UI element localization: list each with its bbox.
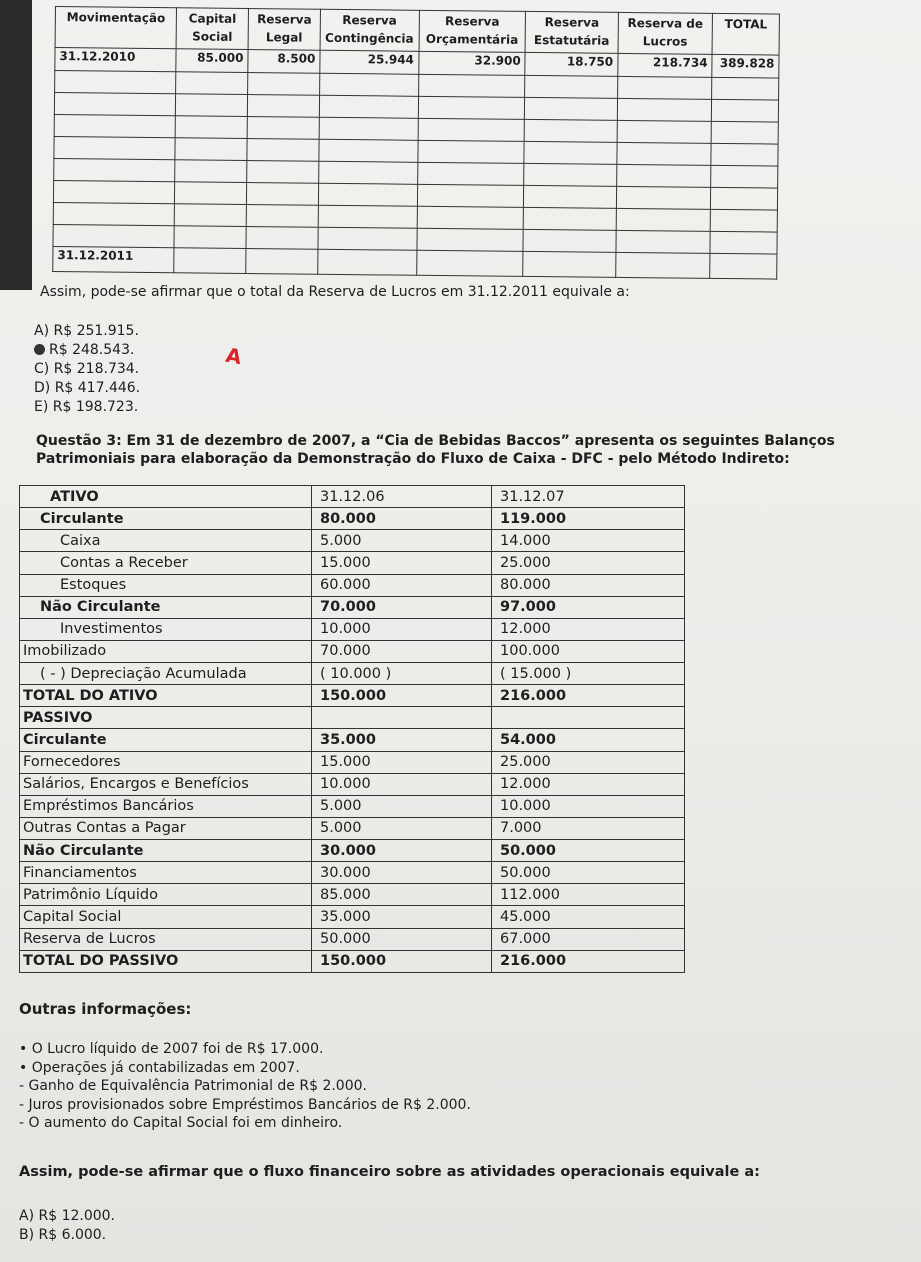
row-label: Não Circulante (20, 840, 312, 862)
value-cell: ( 10.000 ) (312, 663, 492, 685)
column-header: 31.12.07 (492, 486, 685, 508)
row-label: Fornecedores (20, 751, 312, 773)
table-row (20, 817, 685, 839)
row-label: Não Circulante (20, 596, 312, 618)
table-row (20, 840, 685, 862)
row-label: TOTAL DO PASSIVO (20, 950, 312, 972)
question-2-text: Assim, pode-se afirmar que o total da Reserva de Lucros em 31.12.2011 equivale a: (40, 284, 630, 300)
option-d: D) R$ 417.446. (34, 380, 141, 396)
row-label: Reserva de Lucros (20, 928, 312, 950)
cell: 389.828 (712, 54, 779, 78)
value-cell: 10.000 (312, 618, 492, 640)
value-cell: 5.000 (312, 817, 492, 839)
row-label: ATIVO (20, 486, 312, 508)
row-label: ( - ) Depreciação Acumulada (20, 663, 312, 685)
value-cell: 150.000 (312, 685, 492, 707)
other-info-title: Outras informações: (19, 1000, 192, 1018)
balance-sheet-table (19, 485, 685, 973)
header-cell: Reserva Orçamentária (419, 10, 526, 52)
header-cell: Reserva Estatutária (525, 11, 618, 53)
value-cell: 15.000 (312, 552, 492, 574)
list-item: - Ganho de Equivalência Patrimonial de R$ 2.000. (19, 1078, 367, 1094)
table-row (20, 950, 685, 972)
table-row (20, 508, 685, 530)
question-2-options (34, 322, 140, 417)
value-cell: 14.000 (492, 530, 685, 552)
list-item: • O Lucro líquido de 2007 foi de R$ 17.000. (19, 1041, 324, 1057)
value-cell: 70.000 (312, 640, 492, 662)
value-cell: 35.000 (312, 729, 492, 751)
table-row (20, 663, 685, 685)
value-cell: 25.000 (492, 751, 685, 773)
cell: 85.000 (176, 49, 248, 73)
table-row (20, 773, 685, 795)
header-cell: Reserva Contingência (320, 9, 419, 51)
row-label: Circulante (20, 508, 312, 530)
table-row (20, 596, 685, 618)
row-label: PASSIVO (20, 707, 312, 729)
cell: 8.500 (248, 50, 320, 74)
table-row (20, 574, 685, 596)
value-cell: 216.000 (492, 950, 685, 972)
dark-background-edge (0, 0, 32, 290)
value-cell: ( 15.000 ) (492, 663, 685, 685)
option-e: E) R$ 198.723. (34, 399, 139, 415)
row-label: Estoques (20, 574, 312, 596)
table-row (20, 618, 685, 640)
value-cell: 10.000 (492, 795, 685, 817)
cell: 18.750 (525, 52, 618, 76)
row-label: TOTAL DO ATIVO (20, 685, 312, 707)
value-cell: 50.000 (492, 862, 685, 884)
value-cell: 5.000 (312, 795, 492, 817)
table-row (20, 928, 685, 950)
value-cell: 12.000 (492, 773, 685, 795)
cell: 218.734 (618, 53, 713, 77)
table-row (20, 906, 685, 928)
option-a: A) R$ 12.000. (19, 1208, 116, 1224)
table-row (20, 707, 685, 729)
filled-bubble-icon (34, 344, 45, 355)
row-label: Caixa (20, 530, 312, 552)
question-4-options (19, 1207, 115, 1245)
table-row (20, 729, 685, 751)
reserve-movement-table (52, 6, 780, 280)
row-label: Circulante (20, 729, 312, 751)
question-3-text: Questão 3: Em 31 de dezembro de 2007, a “Cia de Bebidas Baccos” apresenta os seguintes Balanços Patrimoniais para elaboração da Demonstração do Fluxo de Caixa - DFC - pelo Método Indireto: (36, 433, 835, 467)
row-label: Empréstimos Bancários (20, 795, 312, 817)
value-cell: 10.000 (312, 773, 492, 795)
header-cell: TOTAL (712, 13, 779, 55)
value-cell: 30.000 (312, 862, 492, 884)
list-item: • Operações já contabilizadas em 2007. (19, 1059, 300, 1076)
value-cell: 25.000 (492, 552, 685, 574)
list-item: - Juros provisionados sobre Empréstimos Bancários de R$ 2.000. (19, 1096, 471, 1113)
value-cell: 150.000 (312, 950, 492, 972)
option-c: C) R$ 218.734. (34, 361, 140, 377)
value-cell: 97.000 (492, 596, 685, 618)
cell: 25.944 (320, 50, 419, 74)
other-info-list (19, 1040, 471, 1133)
value-cell: 100.000 (492, 640, 685, 662)
table-row (20, 640, 685, 662)
value-cell: 80.000 (312, 508, 492, 530)
value-cell: 85.000 (312, 884, 492, 906)
balance-header-row (20, 486, 685, 508)
table-row (20, 685, 685, 707)
value-cell (492, 707, 685, 729)
value-cell: 5.000 (312, 530, 492, 552)
option-a: A) R$ 251.915. (34, 323, 139, 339)
option-b: B) R$ 6.000. (19, 1227, 107, 1243)
column-header: 31.12.06 (312, 486, 492, 508)
value-cell: 54.000 (492, 729, 685, 751)
value-cell (312, 707, 492, 729)
value-cell: 45.000 (492, 906, 685, 928)
value-cell: 67.000 (492, 928, 685, 950)
row-label: Investimentos (20, 618, 312, 640)
cell: 32.900 (418, 51, 525, 75)
row-label: Financiamentos (20, 862, 312, 884)
value-cell: 7.000 (492, 817, 685, 839)
table-row (20, 552, 685, 574)
value-cell: 216.000 (492, 685, 685, 707)
value-cell: 35.000 (312, 906, 492, 928)
value-cell: 119.000 (492, 508, 685, 530)
value-cell: 70.000 (312, 596, 492, 618)
row-label: Capital Social (20, 906, 312, 928)
row-label: Patrimônio Líquido (20, 884, 312, 906)
table-row (20, 884, 685, 906)
row-label: Imobilizado (20, 640, 312, 662)
row-label: Contas a Receber (20, 552, 312, 574)
value-cell: 12.000 (492, 618, 685, 640)
table-row (20, 795, 685, 817)
cell: 31.12.2011 (53, 246, 174, 272)
row-label: Salários, Encargos e Benefícios (20, 773, 312, 795)
table-row (20, 862, 685, 884)
value-cell: 15.000 (312, 751, 492, 773)
value-cell: 30.000 (312, 840, 492, 862)
list-item: - O aumento do Capital Social foi em dinheiro. (19, 1115, 343, 1131)
value-cell: 112.000 (492, 884, 685, 906)
option-b: R$ 248.543. (34, 341, 140, 360)
value-cell: 60.000 (312, 574, 492, 596)
table-row (20, 751, 685, 773)
header-cell: Reserva de Lucros (618, 12, 713, 54)
cell: 31.12.2010 (55, 48, 176, 72)
question-4-text: Assim, pode-se afirmar que o fluxo financeiro sobre as atividades operacionais equivale a: (19, 1164, 760, 1180)
handwritten-mark: A (224, 342, 244, 370)
value-cell: 50.000 (492, 840, 685, 862)
header-cell: Movimentação (55, 7, 177, 49)
header-cell: Reserva Legal (248, 9, 320, 51)
row-label: Outras Contas a Pagar (20, 817, 312, 839)
header-cell: Capital Social (176, 8, 248, 50)
table-row (20, 530, 685, 552)
value-cell: 80.000 (492, 574, 685, 596)
value-cell: 50.000 (312, 928, 492, 950)
